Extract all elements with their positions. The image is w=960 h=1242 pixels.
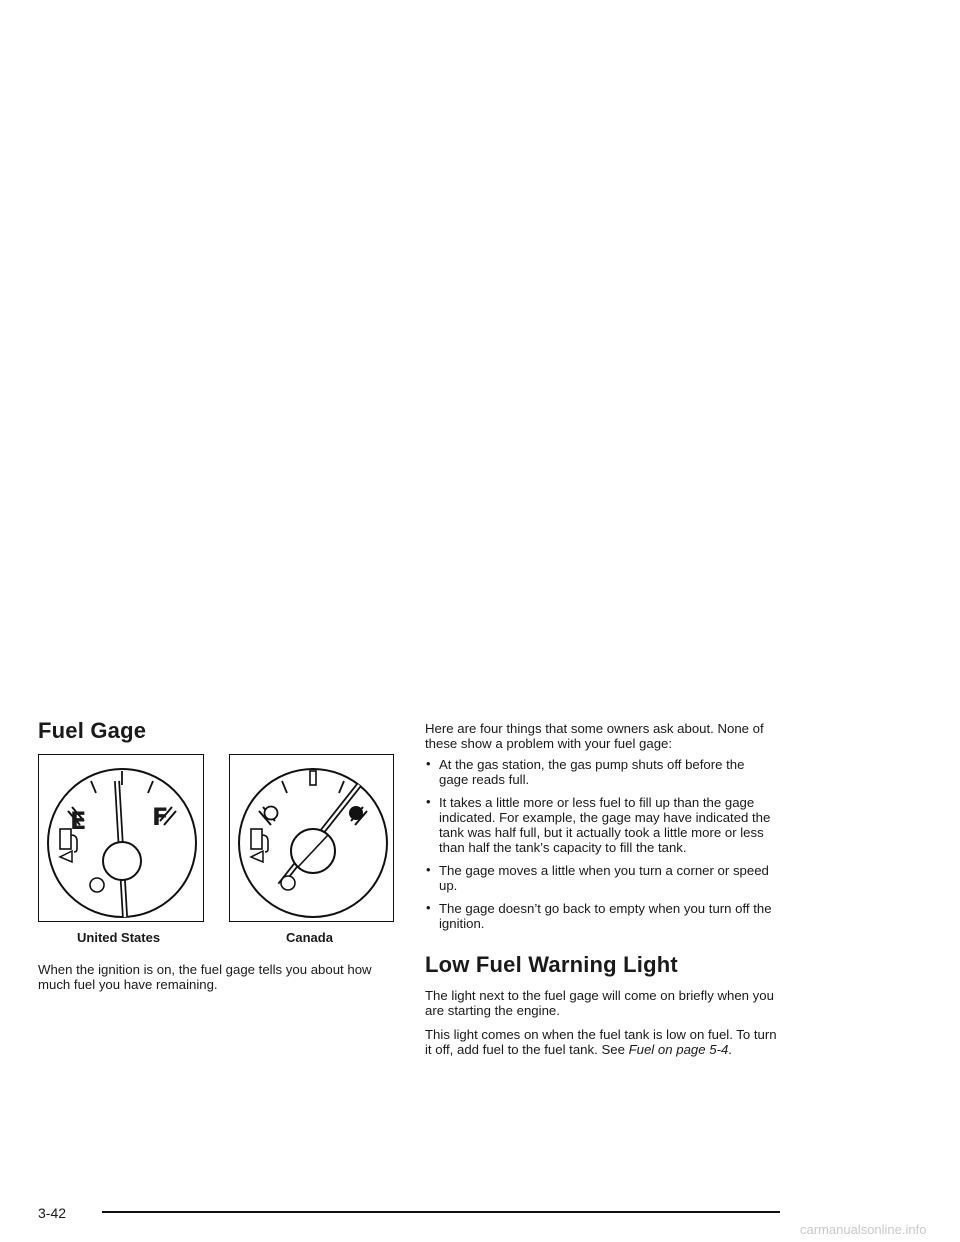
fuel-page-reference-link[interactable]: Fuel on page 5-4 [628,1042,729,1057]
list-item: • The gage moves a little when you turn a corner or speed up. [426,862,769,893]
owner-questions-list [426,757,776,939]
canada-fuel-gage-figure [229,754,394,922]
list-item: • The gage doesn’t go back to empty when you turn off the ignition. [426,900,772,931]
list-item: • At the gas station, the gas pump shuts off before the gage reads full. [426,756,745,787]
owner-questions-intro: Here are four things that some owners ask about. None of these show a problem with your fuel gage: [425,721,764,751]
empty-symbol-icon [265,807,278,820]
us-figure-caption: United States [77,930,161,945]
canada-figure-caption: Canada [286,930,333,945]
bullet-icon: • [426,862,431,877]
empty-label: E [70,807,87,835]
us-fuel-gage-figure [38,754,204,922]
us-fuel-gage-illustration [39,755,205,923]
low-fuel-para-1: The light next to the fuel gage will come on briefly when you are starting the engine. [425,988,774,1018]
watermark: carmanualsonline.info [800,1222,927,1237]
low-fuel-heading: Low Fuel Warning Light [425,952,678,977]
bullet-icon: • [426,900,431,915]
fuel-gage-heading: Fuel Gage [38,718,147,743]
low-fuel-para-2: This light comes on when the fuel tank is low on fuel. To turn it off, add fuel to the fuel tank. See Fuel on page 5-4. [425,1027,777,1057]
bullet-icon: • [426,794,431,809]
canada-fuel-gage-illustration [230,755,395,923]
full-label: F [152,803,169,831]
bullet-icon: • [426,756,431,771]
footer-divider [102,1211,780,1213]
fuel-gage-intro: When the ignition is on, the fuel gage tells you about how much fuel you have remaining. [38,962,372,992]
list-item: • It takes a little more or less fuel to fill up than the gage indicated. For example, the gage may have indicated the tank was half full, but it actually took a little more or less than half the tank’s capacity to fill the tank. [426,794,771,855]
full-symbol-icon [349,806,363,820]
page-number: 3-42 [38,1205,67,1221]
